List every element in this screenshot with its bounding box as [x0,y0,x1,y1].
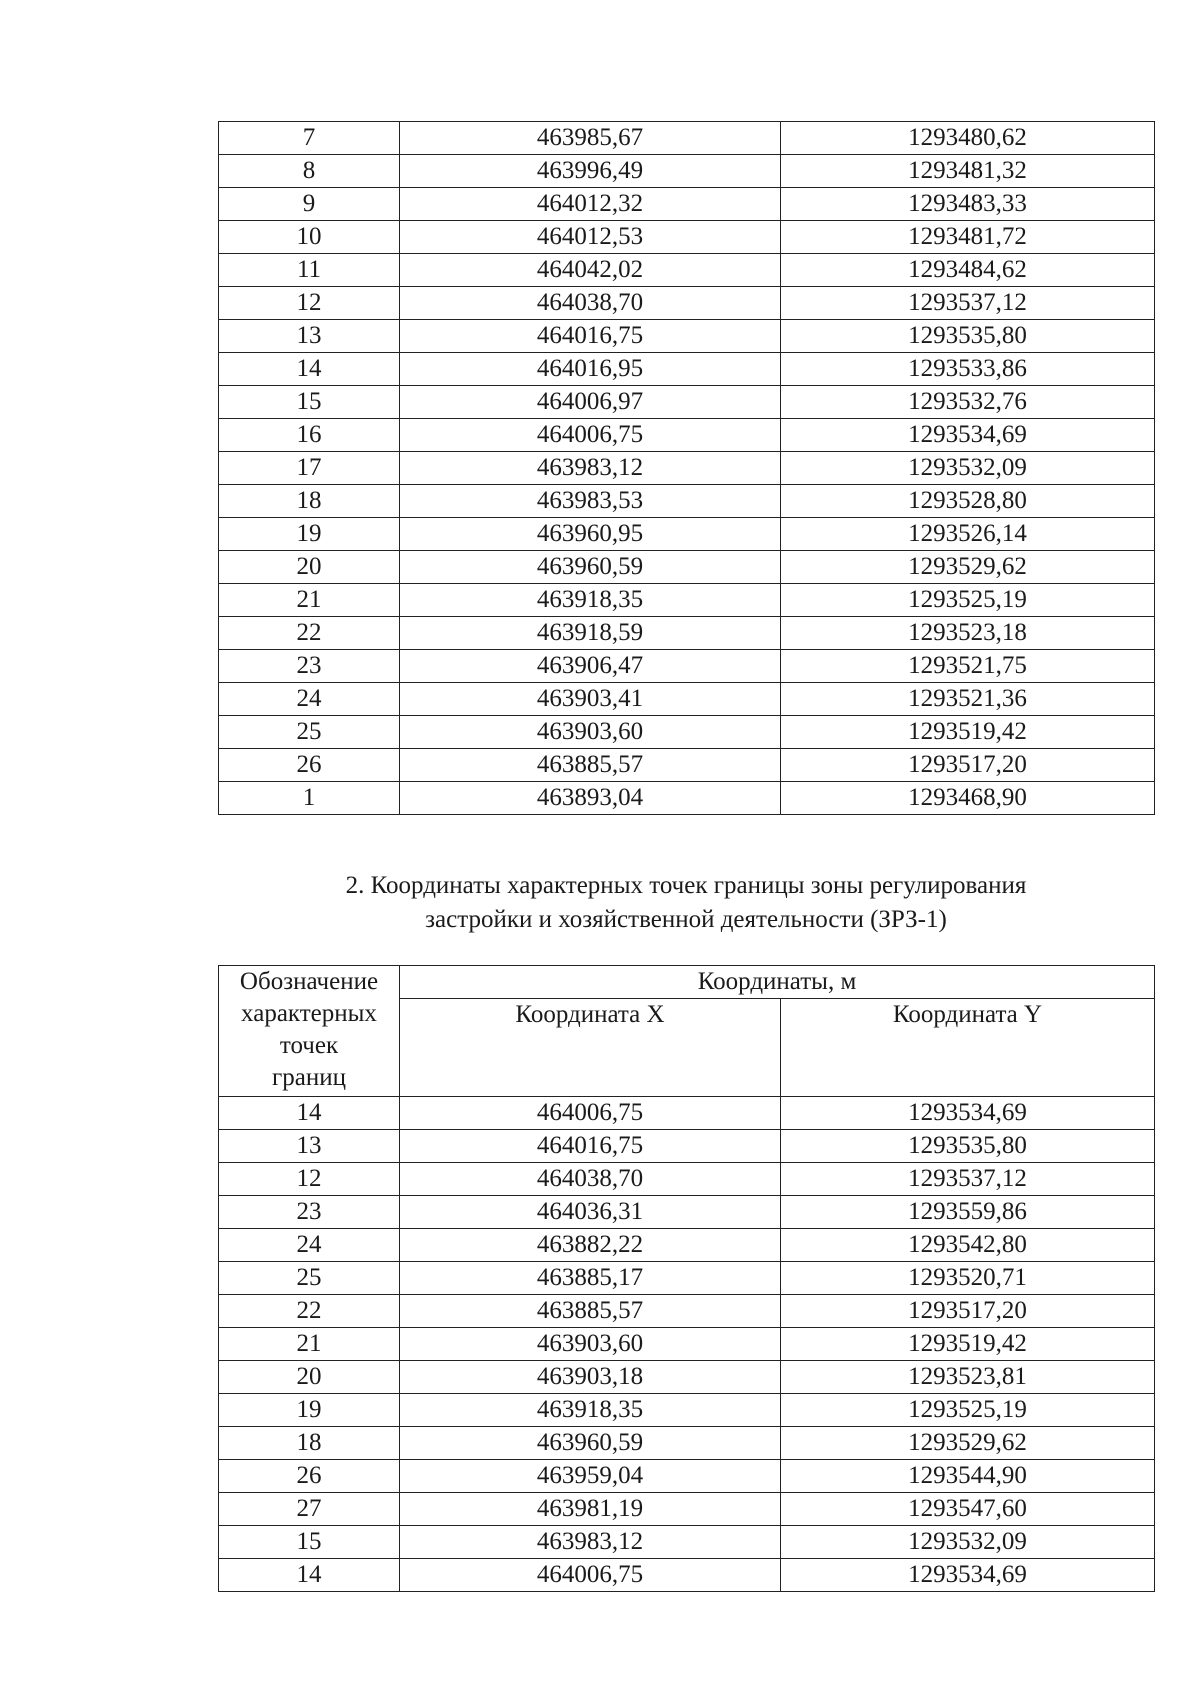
coordinate-y-cell: 1293468,90 [781,782,1155,815]
point-number-cell: 14 [219,1559,400,1592]
coordinate-x-cell: 464016,75 [400,1130,781,1163]
point-number-cell: 15 [219,386,400,419]
table-row [219,485,1155,518]
coordinate-y-cell: 1293523,81 [781,1361,1155,1394]
table-row [219,188,1155,221]
coordinate-y-cell: 1293529,62 [781,551,1155,584]
coordinates-table-continued [218,121,1155,815]
coordinate-x-cell: 464006,75 [400,1559,781,1592]
table-row [219,650,1155,683]
coordinate-x-cell: 464016,75 [400,320,781,353]
point-number-cell: 21 [219,1328,400,1361]
coordinate-x-cell: 464038,70 [400,1163,781,1196]
coordinate-x-cell: 464006,75 [400,1097,781,1130]
coordinate-y-cell: 1293528,80 [781,485,1155,518]
coordinate-y-cell: 1293525,19 [781,584,1155,617]
coordinate-x-cell: 463959,04 [400,1460,781,1493]
table-row [219,1394,1155,1427]
table-row [219,617,1155,650]
coordinate-x-cell: 464016,95 [400,353,781,386]
table-row [219,155,1155,188]
point-number-cell: 22 [219,617,400,650]
table-row [219,1361,1155,1394]
coordinate-y-cell: 1293542,80 [781,1229,1155,1262]
coordinate-x-cell: 463960,59 [400,1427,781,1460]
table-row [219,551,1155,584]
coordinate-x-cell: 464006,75 [400,419,781,452]
point-number-cell: 25 [219,716,400,749]
table-row [219,1130,1155,1163]
table-row [219,1097,1155,1130]
coordinate-x-cell: 463918,59 [400,617,781,650]
coordinate-x-cell: 463983,12 [400,452,781,485]
table-row [219,1460,1155,1493]
coordinate-y-cell: 1293533,86 [781,353,1155,386]
coordinate-y-cell: 1293535,80 [781,1130,1155,1163]
section-2-title-line1: 2. Координаты характерных точек границы зоны регулирования [345,872,1027,899]
coordinate-y-cell: 1293547,60 [781,1493,1155,1526]
coordinate-x-cell: 463983,53 [400,485,781,518]
coordinate-x-cell: 463918,35 [400,584,781,617]
coordinate-x-cell: 463885,57 [400,1295,781,1328]
coordinate-x-cell: 463996,49 [400,155,781,188]
point-number-cell: 13 [219,320,400,353]
coordinate-y-cell: 1293483,33 [781,188,1155,221]
coordinate-y-cell: 1293559,86 [781,1196,1155,1229]
point-number-cell: 19 [219,1394,400,1427]
coordinate-y-cell: 1293480,62 [781,122,1155,155]
table-row [219,782,1155,815]
section-2-title-line2: застройки и хозяйственной деятельности (ЗРЗ-1) [425,906,947,933]
coordinate-y-cell: 1293529,62 [781,1427,1155,1460]
point-designation-header: Обозначение характерных точек границ [219,966,400,1097]
coordinate-y-cell: 1293484,62 [781,254,1155,287]
coordinate-x-cell: 463903,60 [400,716,781,749]
coordinate-y-cell: 1293521,36 [781,683,1155,716]
coordinate-y-cell: 1293534,69 [781,1559,1155,1592]
point-number-cell: 1 [219,782,400,815]
coordinate-x-cell: 464036,31 [400,1196,781,1229]
table-row [219,1493,1155,1526]
coordinate-y-cell: 1293517,20 [781,749,1155,782]
coordinate-y-cell: 1293521,75 [781,650,1155,683]
table-row [219,1163,1155,1196]
table-row [219,353,1155,386]
table-row [219,254,1155,287]
coordinate-x-cell: 463885,17 [400,1262,781,1295]
table-row [219,1229,1155,1262]
coordinate-x-cell: 463903,18 [400,1361,781,1394]
table-row [219,122,1155,155]
point-number-cell: 16 [219,419,400,452]
coordinate-y-cell: 1293525,19 [781,1394,1155,1427]
table-row [219,1559,1155,1592]
point-number-cell: 19 [219,518,400,551]
point-number-cell: 23 [219,1196,400,1229]
point-number-cell: 11 [219,254,400,287]
coordinate-y-cell: 1293526,14 [781,518,1155,551]
table-row [219,1328,1155,1361]
coordinate-x-cell: 464006,97 [400,386,781,419]
table2-header [219,966,1155,1097]
coordinate-y-cell: 1293519,42 [781,716,1155,749]
point-number-cell: 14 [219,353,400,386]
table-row [219,1526,1155,1559]
point-number-cell: 15 [219,1526,400,1559]
coordinate-y-cell: 1293532,76 [781,386,1155,419]
table-row [219,320,1155,353]
table-row [219,716,1155,749]
coordinate-y-cell: 1293481,32 [781,155,1155,188]
point-number-cell: 23 [219,650,400,683]
point-number-cell: 9 [219,188,400,221]
point-number-cell: 25 [219,1262,400,1295]
table-row [219,1295,1155,1328]
point-number-cell: 12 [219,1163,400,1196]
coordinate-y-cell: 1293534,69 [781,1097,1155,1130]
coordinate-x-cell: 463983,12 [400,1526,781,1559]
point-number-cell: 24 [219,1229,400,1262]
point-number-cell: 17 [219,452,400,485]
table-row [219,1427,1155,1460]
table-row [219,518,1155,551]
section-2-heading [218,869,1154,937]
coordinate-y-cell: 1293544,90 [781,1460,1155,1493]
coordinate-x-header: Координата X [400,999,781,1097]
coordinate-x-cell: 463960,59 [400,551,781,584]
table1-body [219,122,1155,815]
coordinate-x-cell: 463960,95 [400,518,781,551]
coordinate-y-cell: 1293481,72 [781,221,1155,254]
point-number-cell: 14 [219,1097,400,1130]
point-number-cell: 13 [219,1130,400,1163]
coordinate-x-cell: 463882,22 [400,1229,781,1262]
table-row [219,386,1155,419]
table-row [219,221,1155,254]
point-number-cell: 18 [219,485,400,518]
coordinate-y-cell: 1293534,69 [781,419,1155,452]
coordinate-y-cell: 1293535,80 [781,320,1155,353]
coordinate-y-cell: 1293537,12 [781,1163,1155,1196]
point-number-cell: 20 [219,551,400,584]
coordinate-x-cell: 463918,35 [400,1394,781,1427]
coordinate-x-cell: 463903,60 [400,1328,781,1361]
point-number-cell: 24 [219,683,400,716]
coordinate-x-cell: 463906,47 [400,650,781,683]
point-number-cell: 26 [219,749,400,782]
coordinate-y-cell: 1293532,09 [781,452,1155,485]
table2-body [219,1097,1155,1592]
point-number-cell: 7 [219,122,400,155]
point-number-cell: 20 [219,1361,400,1394]
table-row [219,749,1155,782]
point-number-cell: 8 [219,155,400,188]
table-row [219,1262,1155,1295]
coordinate-y-cell: 1293520,71 [781,1262,1155,1295]
coordinate-y-cell: 1293517,20 [781,1295,1155,1328]
coordinate-y-cell: 1293523,18 [781,617,1155,650]
coordinate-x-cell: 464042,02 [400,254,781,287]
coordinate-x-cell: 464038,70 [400,287,781,320]
coordinate-x-cell: 464012,53 [400,221,781,254]
point-number-cell: 18 [219,1427,400,1460]
coordinate-x-cell: 464012,32 [400,188,781,221]
point-number-cell: 26 [219,1460,400,1493]
point-number-cell: 10 [219,221,400,254]
coordinate-y-cell: 1293519,42 [781,1328,1155,1361]
point-number-cell: 22 [219,1295,400,1328]
point-number-cell: 12 [219,287,400,320]
point-number-cell: 27 [219,1493,400,1526]
coordinate-x-cell: 463893,04 [400,782,781,815]
table-row [219,452,1155,485]
coordinate-x-cell: 463903,41 [400,683,781,716]
coordinates-header: Координаты, м [400,966,1155,999]
coordinate-x-cell: 463981,19 [400,1493,781,1526]
coordinate-y-cell: 1293537,12 [781,287,1155,320]
coordinate-x-cell: 463885,57 [400,749,781,782]
table-row [219,584,1155,617]
coordinate-x-cell: 463985,67 [400,122,781,155]
table-row [219,419,1155,452]
point-number-cell: 21 [219,584,400,617]
table-row [219,683,1155,716]
table-row [219,287,1155,320]
table-row [219,1196,1155,1229]
coordinate-y-header: Координата Y [781,999,1155,1097]
zrz-1-coordinates-table [218,965,1155,1592]
coordinate-y-cell: 1293532,09 [781,1526,1155,1559]
